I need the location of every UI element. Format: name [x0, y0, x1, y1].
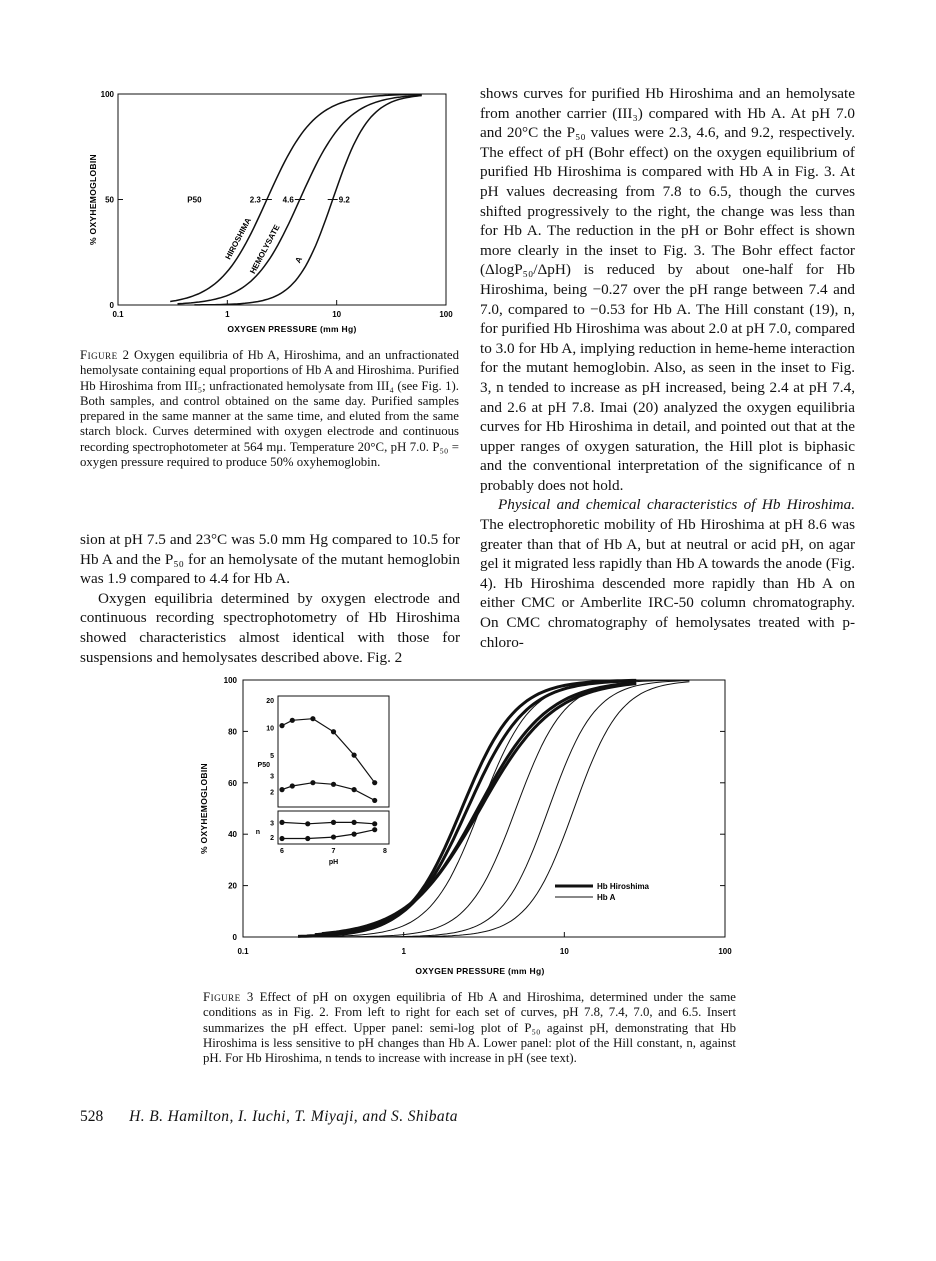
figure-2-caption-text: Oxygen equilibria of Hb A, Hiroshima, and an unfractionated hemolysate containing equal proportions of Hb A and Hiroshima. Purified Hb Hiroshima from III₅; unfractionated hemolysate from III₄ (see Fig. 1). Both samples, and control obtained on the same day. Purified samples prepared in the same manner at the same time, and eluted from the same starch block. Curves determined with oxygen electrode and continuous recording spectrophotometer at 564 mμ. Temperature 20°C, pH 7.0. P₅₀ = oxygen pressure required to produce 50% oxyhemoglobin.	[80, 348, 459, 470]
inset-upper-y-tick-label: 2	[270, 789, 274, 797]
inset-upper-point	[279, 723, 284, 728]
inset-lower-point	[305, 836, 310, 841]
inset-upper-point	[352, 753, 357, 758]
figure-3-caption	[203, 990, 736, 1066]
section-heading: Physical and chemical characteristics of Hb Hiroshima.	[498, 496, 855, 514]
inset-lower-point	[331, 834, 336, 839]
inset-lower-y-label: n	[255, 829, 260, 837]
author-line: H. B. Hamilton, I. Iuchi, T. Miyaji, and S. Shibata	[129, 1108, 458, 1125]
inset-upper-point	[372, 780, 377, 785]
inset-x-tick-label: 6	[280, 848, 284, 855]
y-tick-label: 100	[100, 90, 114, 99]
inset-lower-point	[305, 821, 310, 826]
inset-lower-point	[352, 820, 357, 825]
x-axis-label: OXYGEN PRESSURE (mm Hg)	[227, 324, 357, 334]
x-tick-label: 0.1	[237, 947, 249, 956]
legend-label: Hb Hiroshima	[597, 882, 650, 891]
inset-lower-point	[352, 832, 357, 837]
page-footer	[80, 1108, 458, 1126]
left-paragraph-2: Oxygen equilibria determined by oxygen electrode and continuous recording spectrophotometry of Hb Hiroshima showed characteristics almost identical with those for suspensions and hemolysates described above. Fig. 2	[80, 589, 460, 666]
inset-x-tick-label: 8	[383, 848, 387, 855]
x-tick-label: 1	[401, 947, 406, 956]
left-paragraph-1: sion at pH 7.5 and 23°C was 5.0 mm Hg compared to 10.5 for Hb A and the P₅₀ for an hemolysate of the mutant hemoglobin was 1.9 compared to 4.4 for Hb A.	[80, 531, 460, 588]
x-tick-label: 1	[225, 310, 230, 319]
inset-lower-point	[372, 821, 377, 826]
figure-2	[80, 84, 470, 339]
inset-upper-point	[290, 718, 295, 723]
figure-2-caption	[80, 348, 459, 470]
curve-label: A	[293, 255, 305, 265]
y-tick-label: 100	[223, 676, 237, 685]
curve-label: HIROSHIMA	[223, 216, 253, 262]
inset-lower-point	[331, 820, 336, 825]
figure-3-caption-text: Effect of pH on oxygen equilibria of Hb A and Hiroshima, determined under the same conditions as in Fig. 2. From left to right for each set of curves, pH 7.8, 7.4, 7.0, and 6.5. Insert summarizes the pH effect. Upper panel: semi-log plot of P₅₀ against pH, demonstrating that Hb Hiroshima is less sensitive to pH changes than Hb A. Lower panel: plot of the Hill constant, n, against pH. For Hb Hiroshima, n tends to increase with increase in pH (see text).	[203, 990, 736, 1066]
curve-a	[194, 96, 421, 305]
inset-upper-point	[331, 729, 336, 734]
figure-2-caption-label: Figure 2	[80, 348, 130, 362]
p50-value-label: 2.3	[249, 195, 261, 205]
y-tick-label: 50	[105, 195, 114, 205]
inset-upper-point	[290, 783, 295, 788]
inset-lower-point	[372, 827, 377, 832]
legend-label: Hb A	[597, 893, 616, 902]
curve-label: HEMOLYSATE	[248, 223, 282, 276]
inset-upper-point	[310, 716, 315, 721]
right-paragraph-2-text: The electrophoretic mobility of Hb Hiroshima at pH 8.6 was greater than that of Hb A, but at neutral or acid pH, on agar gel it migrated less rapidly than Hb A towards the anode (Fig. 4). Hb Hiroshima descended more rapidly than Hb A on either CMC or Amberlite IRC-50 column chromatography. On CMC chromatography of hemolysates treated with p-chloro-	[480, 516, 855, 651]
y-tick-label: 80	[228, 727, 237, 737]
page-number: 528	[80, 1108, 104, 1125]
inset-lower-point	[279, 836, 284, 841]
y-tick-label: 0	[109, 301, 114, 310]
inset-upper-y-tick-label: 3	[270, 773, 274, 781]
p50-value-label: 9.2	[338, 195, 350, 205]
curve-hiroshima	[170, 94, 422, 301]
x-tick-label: 10	[559, 947, 569, 956]
curve-hb-a-ph-7.4	[340, 680, 690, 937]
inset-upper-point	[279, 787, 284, 792]
right-paragraph-2	[480, 495, 855, 652]
y-tick-label: 0	[232, 933, 237, 942]
y-tick-label: 40	[228, 830, 237, 840]
inset-upper-y-tick-label: 20	[266, 698, 274, 705]
x-tick-label: 0.1	[112, 310, 124, 319]
inset-upper-point	[331, 782, 336, 787]
left-column-text	[80, 530, 460, 667]
inset-upper-y-tick-label: 5	[270, 753, 274, 761]
x-tick-label: 10	[332, 310, 342, 319]
inset-lower-y-tick-label: 2	[270, 835, 274, 843]
inset-lower-y-tick-label: 3	[270, 820, 274, 828]
inset-upper-y-label: P50	[257, 761, 270, 769]
figure-3-caption-label: Figure 3	[203, 990, 254, 1004]
x-tick-label: 100	[439, 310, 453, 319]
inset-x-tick-label: 7	[331, 848, 336, 855]
inset-x-label: pH	[328, 859, 339, 866]
y-axis-label: % OXYHEMOGLOBIN	[88, 154, 98, 245]
p50-annotation: P50	[187, 195, 202, 205]
y-tick-label: 20	[228, 881, 237, 891]
y-tick-label: 60	[228, 778, 237, 788]
y-axis-label: % OXYHEMOGLOBIN	[199, 763, 209, 854]
x-tick-label: 100	[718, 947, 732, 956]
p50-value-label: 4.6	[282, 195, 294, 205]
inset-upper-y-tick-label: 10	[266, 725, 274, 733]
x-axis-label: OXYGEN PRESSURE (mm Hg)	[415, 966, 545, 976]
right-column-text	[480, 84, 855, 652]
inset-upper-frame	[278, 696, 389, 807]
inset-upper-point	[352, 787, 357, 792]
figure-3	[195, 672, 755, 984]
inset-upper-point	[372, 798, 377, 803]
inset-lower-point	[279, 820, 284, 825]
right-paragraph-1: shows curves for purified Hb Hiroshima and an hemolysate from another carrier (III₃) compared with Hb A. At pH 7.0 and 20°C the P₅₀ values were 2.3, 4.6, and 9.2, respectively. The effect of pH (Bohr effect) on the oxygen equilibrium of purified Hb Hiroshima is compared with Hb A in Fig. 3. At pH values decreasing from 7.8 to 6.5, though the curves shifted progressively to the right, the change was less than for Hb A. The reduction in the pH or Bohr effect is shown more clearly in the inset to Fig. 3. The Bohr effect factor (ΔlogP₅₀/ΔpH) is reduced by about one-half for Hb Hiroshima, being −0.27 over the pH range between 7.4 and 7.0, compared to −0.53 for Hb A. The Hill constant (19), n, for purified Hb Hiroshima was about 2.0 at pH 7.0, compared to 3.0 for Hb A, implying reduction in heme-heme interaction for the mutant hemoglobin. Also, as seen in the inset to Fig. 3, n tended to increase as pH increased, being 2.4 at pH 7.4, and 2.6 at pH 7.8. Imai (20) analyzed the oxygen equilibria curves for Hb Hiroshima in detail, and pointed out that at the upper ranges of oxygen saturation, the Hill plot is biphasic and the conventional interpretation of the significance of n probably does not hold.	[480, 85, 855, 494]
inset-upper-point	[310, 780, 315, 785]
